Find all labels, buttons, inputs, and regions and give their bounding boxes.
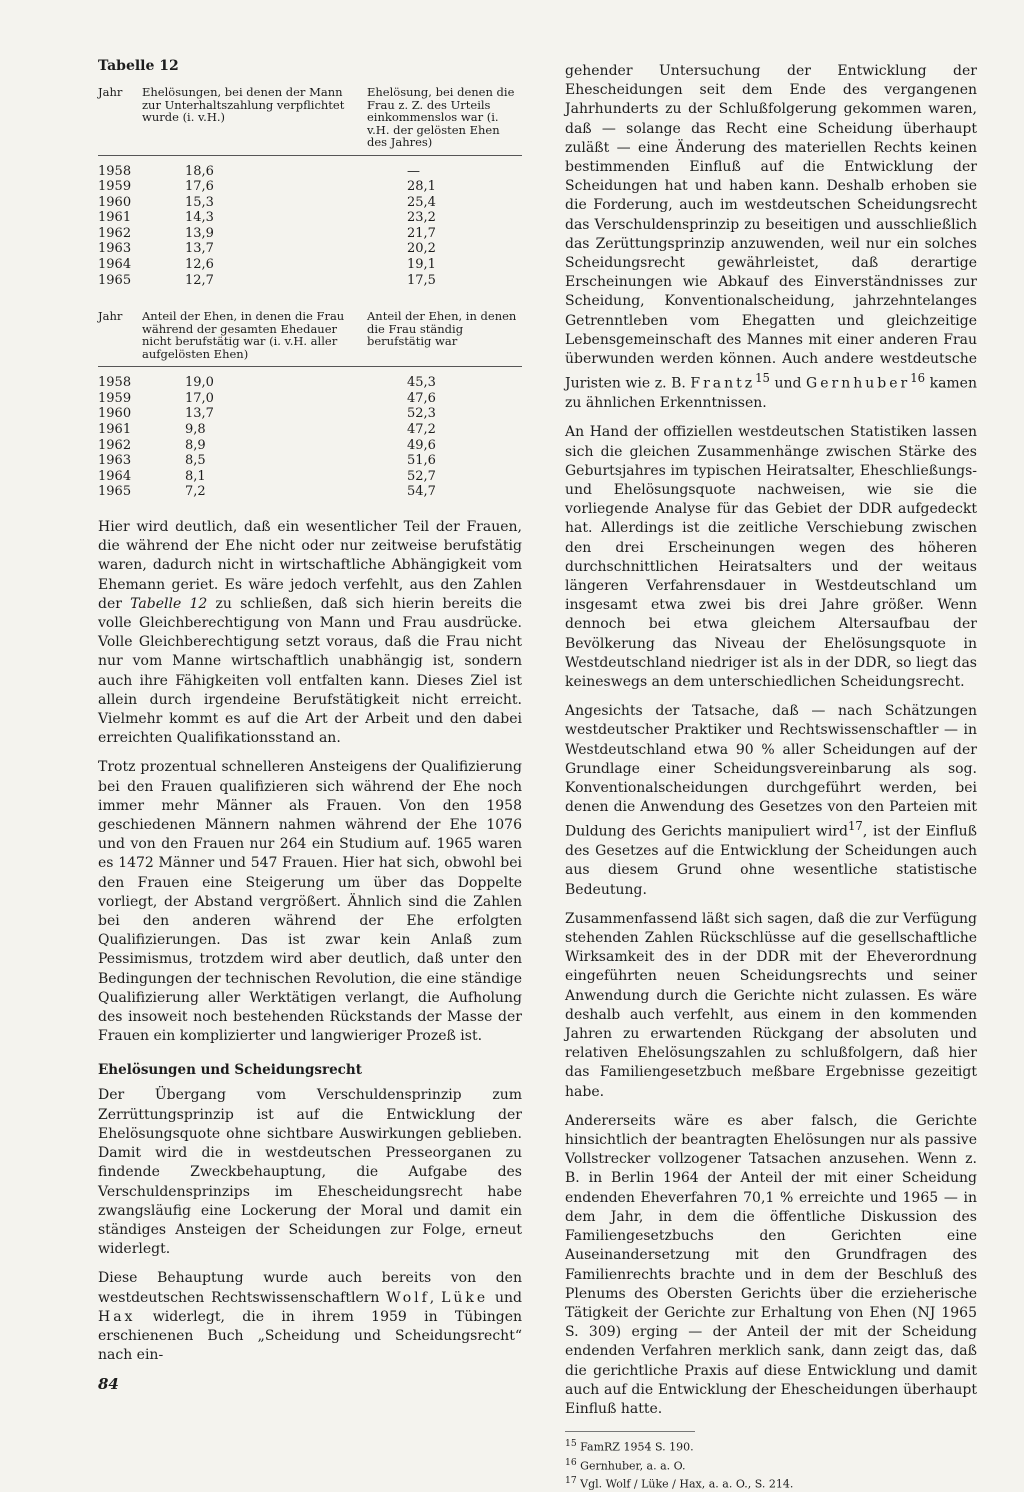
value-cell: 17,5	[407, 272, 436, 288]
table-reference: Tabelle 12	[130, 595, 208, 612]
value-cell: 17,0	[185, 390, 214, 406]
paragraph: Diese Behauptung wurde auch bereits von den westdeutschen Rechtswissenschaftlern Wolf, Lüke und Hax widerlegt, die in ihrem 1959 in Tübingen erschienenen Buch „Scheidung und Scheidungsrecht“ nach ein-	[98, 1270, 522, 1364]
header-never-employed: Anteil der Ehen, in denen die Frau während der gesamten Ehedauer nicht berufstätig war (i. v.H. aller aufgelösten Ehen)	[142, 309, 345, 361]
year-cell: 1964	[98, 468, 132, 484]
table-row	[98, 241, 522, 257]
table-row	[98, 422, 522, 438]
paragraph: Hier wird deutlich, daß ein wesentlicher Teil der Frauen, die während der Ehe nicht oder nur zeitweise berufstätig waren, dadurch nicht in wirtschaftliche Abhängigkeit vom Ehemann geriet. Es wäre jedoch verfehlt, aus den Zahlen der Tabelle 12 zu schließen, daß sich hierin bereits die volle Gleichberechtigung von Mann und Frau ausdrücke. Volle Gleichberechtigung setzt voraus, daß die Frau nicht nur vom Manne wirtschaftlich unabhängig ist, sondern auch ihre Fähigkeiten voll entfalten kann. Dieses Ziel ist allein durch irgendeine Berufstätigkeit nicht erreicht. Vielmehr kommt es auf die Art der Arbeit und den dabei erreichten Qualifikationsstand an.	[98, 519, 523, 747]
paragraph: gehender Untersuchung der Entwicklung der Ehescheidungen seit dem Ende des vergangenen Jahrhunderts zu der Schlußfolgerung gekommen waren, daß — solange das Recht eine Scheidung überhaupt zuläßt — eine Änderung des materiellen Rechts keinen bestimmenden Einfluß auf die Entwicklung der Scheidungen hat und haben kann. Deshalb erhoben sie die Forderung, auch im westdeutschen Scheidungsrecht das Verschuldensprinzip zu beseitigen und ausschließlich das Zerüttungsprinzip anzuwenden, weil nur ein solches Scheidungsrecht gewährleistet, daß derartige Erscheinungen wie Abkauf des Einverständnisses zur Scheidung, Konventionalscheidung, jahrzehntelanges Getrenntleben vom Ehegatten und gleichzeitige Lebensgemeinschaft des Mannes mit einer anderen Frau überwunden werden können. Auch andere westdeutsche Juristen wie z. B. Frantz$^{15}$ und Gernhuber$^{16}$ kamen zu ähnlichen Erkenntnissen.	[565, 63, 977, 412]
year-cell: 1961	[98, 422, 132, 438]
value-cell: 9,8	[185, 422, 206, 438]
table-divider	[98, 366, 522, 367]
author-name: Frantz	[690, 375, 756, 392]
author-name: Hax	[98, 1308, 136, 1325]
value-cell: 8,9	[185, 437, 206, 453]
value-cell: 49,6	[407, 437, 436, 453]
value-cell: 17,6	[185, 179, 214, 195]
value-cell: 18,6	[185, 163, 214, 179]
table-row	[98, 469, 522, 485]
year-cell: 1960	[98, 406, 132, 422]
year-cell: 1962	[98, 437, 132, 453]
table-header-part2	[98, 310, 522, 360]
year-cell: 1958	[98, 163, 132, 179]
year-cell: 1963	[98, 241, 132, 257]
value-cell: 12,6	[185, 257, 214, 273]
footnote: $^{16}$ Gernhuber, a. a. O.	[565, 1456, 686, 1473]
table-row	[98, 375, 522, 391]
year-cell: 1958	[98, 375, 132, 391]
table-row	[98, 438, 522, 454]
value-cell: 7,2	[185, 484, 206, 500]
paragraph: Angesichts der Tatsache, daß — nach Schätzungen westdeutscher Praktiker und Rechtswissenschaftler — in Westdeutschland etwa 90 % aller Scheidungen auf der Grundlage einer Scheidungsvereinbarung als sog. Konventionalscheidungen durchgeführt werden, bei denen die Anwendung des Gesetzes von den Parteien mit Duldung des Gerichts manipuliert wird$^{17}$, ist der Einfluß des Gesetzes auf die Entwicklung der Scheidungen auch aus diesem Grund ohne wesentliche statistische Bedeutung.	[565, 703, 977, 898]
paragraph: Andererseits wäre es aber falsch, die Gerichte hinsichtlich der beantragten Ehelösungen nur als passive Vollstrecker vollzogener Tatsachen anzusehen. Wenn z. B. in Berlin 1964 der Anteil der mit einer Scheidung endenden Eheverfahren 70,1 % erreichte und 1965 — in dem Jahr, in dem die öffentliche Diskussion des Familiengesetzbuchs den Gerichten eine Auseinandersetzung mit den Grundfragen des Familienrechts brachte und in dem der Beschluß des Plenums des Obersten Gerichts über die erzieherische Tätigkeit der Gerichte zur Erhaltung von Ehen (NJ 1965 S. 309) erging — der Anteil der mit der Scheidung endenden Verfahren merklich sank, dann zeigt das, daß die gerichtliche Praxis auf diese Entwicklung und damit auch auf die Entwicklung der Ehescheidungen überhaupt Einfluß hatte.	[565, 1112, 977, 1417]
paragraph: Der Übergang vom Verschuldensprinzip zum Zerrüttungsprinzip ist auf die Entwicklung der Ehelösungsquote ohne sichtbare Auswirkungen geblieben. Damit wird die in westdeutschen Presseorganen zu findende Zweckbehauptung, die Aufgabe des Verschuldensprinzips im Ehescheidungsrecht habe zwangsläufig eine Lockerung der Moral und damit ein ständiges Ansteigen der Scheidungen zur Folge, erneut widerlegt.	[98, 1087, 522, 1258]
value-cell: 14,3	[185, 210, 214, 226]
table-body-part2	[98, 375, 522, 500]
value-cell: 15,3	[185, 194, 214, 210]
value-cell: 47,2	[407, 422, 436, 438]
table-row	[98, 195, 522, 211]
value-cell: 28,1	[407, 179, 436, 195]
value-cell: 13,9	[185, 225, 214, 241]
header-year: Jahr	[98, 309, 123, 324]
table-row	[98, 453, 522, 469]
table-row	[98, 210, 522, 226]
year-cell: 1961	[98, 210, 132, 226]
page-number: 84	[98, 1375, 119, 1393]
table-row	[98, 164, 522, 180]
paragraph: An Hand der offiziellen westdeutschen Statistiken lassen sich die gleichen Zusammenhänge zwischen Stärke des Geburtsjahres im typischen Heiratsalter, Eheschließungs- und Ehelösungsquote nachweisen, wie sie die vorliegende Analyse für das Gebiet der DDR aufgedeckt hat. Allerdings ist die zeitliche Verschiebung zwischen den drei Erscheinungen wegen des höheren durchschnittlichen Heiratsalters und der weitaus längeren Verfahrensdauer in Westdeutschland um insgesamt etwa zwei bis drei Jahre größer. Wenn dennoch bei etwa gleichem Altersaufbau der Bevölkerung das Niveau der Ehelösungsquote in Westdeutschland niedriger ist als in der DDR, so liegt das keineswegs an dem unterschiedlichen Scheidungsrecht.	[565, 424, 977, 690]
value-cell: 21,7	[407, 225, 436, 241]
value-cell: 20,2	[407, 241, 436, 257]
value-cell: 13,7	[185, 241, 214, 257]
header-no-income: Ehelösung, bei denen die Frau z. Z. des Urteils einkommenslos war (i. v.H. der gelösten Ehen des Jahres)	[367, 85, 515, 149]
table-row	[98, 179, 522, 195]
value-cell: 19,0	[185, 375, 214, 391]
value-cell: 12,7	[185, 272, 214, 288]
footnote: $^{15}$ FamRZ 1954 S. 190.	[565, 1438, 694, 1454]
year-cell: 1965	[98, 484, 132, 500]
value-cell: 52,7	[407, 468, 436, 484]
value-cell: 54,7	[407, 484, 436, 500]
table-row	[98, 484, 522, 500]
table-row	[98, 257, 522, 273]
header-maintenance: Ehelösungen, bei denen der Mann zur Unterhaltszahlung verpflichtet wurde (i. v.H.)	[142, 85, 345, 124]
header-year: Jahr	[98, 85, 123, 99]
section-heading: Ehelösungen und Scheidungsrecht	[98, 1062, 362, 1079]
year-cell: 1959	[98, 390, 132, 406]
author-name: Lüke	[441, 1289, 489, 1306]
table-row	[98, 226, 522, 242]
value-cell: 25,4	[407, 194, 436, 210]
footnote: $^{17}$ Vgl. Wolf / Lüke / Hax, a. a. O., S. 214.	[565, 1475, 794, 1492]
paragraph: Trotz prozentual schnelleren Ansteigens der Qualifizierung bei den Frauen qualifizieren sich während der Ehe noch immer mehr Männer als Frauen. Von den 1958 geschiedenen Männern nahmen während der Ehe 1076 und von den Frauen nur 264 ein Studium auf. 1965 waren es 1472 Männer und 547 Frauen. Hier hat sich, obwohl bei den Frauen eine Steigerung um über das Doppelte vorliegt, der Abstand vergrößert. Ähnlich sind die Zahlen bei den anderen während der Ehe erfolgten Qualifizierungen. Das ist zwar kein Anlaß zum Pessimismus, trotzdem wird aber deutlich, daß unter den Bedingungen der technischen Revolution, die eine ständige Qualifizierung aller Werktätigen verlangt, die Aufholung des insoweit noch bestehenden Rückstands der Masse der Frauen ein komplizierter und langwieriger Prozeß ist.	[98, 759, 522, 1045]
table-row	[98, 391, 522, 407]
year-cell: 1965	[98, 272, 132, 288]
value-cell: 19,1	[407, 257, 436, 273]
value-cell: 52,3	[407, 406, 436, 422]
footnote-ref: 15	[755, 371, 770, 386]
right-column	[565, 62, 977, 1492]
value-cell: 13,7	[185, 406, 214, 422]
year-cell: 1964	[98, 257, 132, 273]
footnotes	[565, 1431, 794, 1492]
table-header-part1	[98, 86, 522, 149]
value-cell: 8,1	[185, 468, 206, 484]
header-always-employed: Anteil der Ehen, in denen die Frau ständig berufstätig war	[367, 309, 517, 349]
value-cell: 45,3	[407, 375, 436, 391]
year-cell: 1959	[98, 179, 132, 195]
table-divider	[98, 155, 522, 156]
value-cell: —	[407, 163, 420, 179]
year-cell: 1960	[98, 194, 132, 210]
value-cell: 47,6	[407, 390, 436, 406]
value-cell: 23,2	[407, 210, 436, 226]
table-row	[98, 273, 522, 289]
year-cell: 1963	[98, 453, 132, 469]
table-body-part1	[98, 164, 522, 289]
left-column	[98, 58, 522, 1375]
author-name: Wolf	[386, 1289, 430, 1306]
footnote-ref: 17	[847, 819, 863, 834]
table-title: Tabelle 12	[98, 58, 179, 74]
year-cell: 1962	[98, 225, 132, 241]
value-cell: 51,6	[407, 453, 436, 469]
value-cell: 8,5	[185, 453, 206, 469]
paragraph: Zusammenfassend läßt sich sagen, daß die zur Verfügung stehenden Zahlen Rückschlüsse auf die gesellschaftliche Wirksamkeit des in der DDR mit der Eheverordnung eingeführten neuen Scheidungsrechts und seiner Anwendung durch die Gerichte nicht zulassen. Es wäre deshalb auch verfehlt, aus einem in den kommenden Jahren zu erwartenden Rückgang der absoluten und relativen Ehelösungszahlen zu schlußfolgern, daß hier das Familiengesetzbuch meßbare Ergebnisse gezeitigt habe.	[565, 910, 977, 1100]
author-name: Gernhuber	[806, 375, 911, 392]
table-row	[98, 406, 522, 422]
footnote-ref: 16	[910, 371, 926, 386]
